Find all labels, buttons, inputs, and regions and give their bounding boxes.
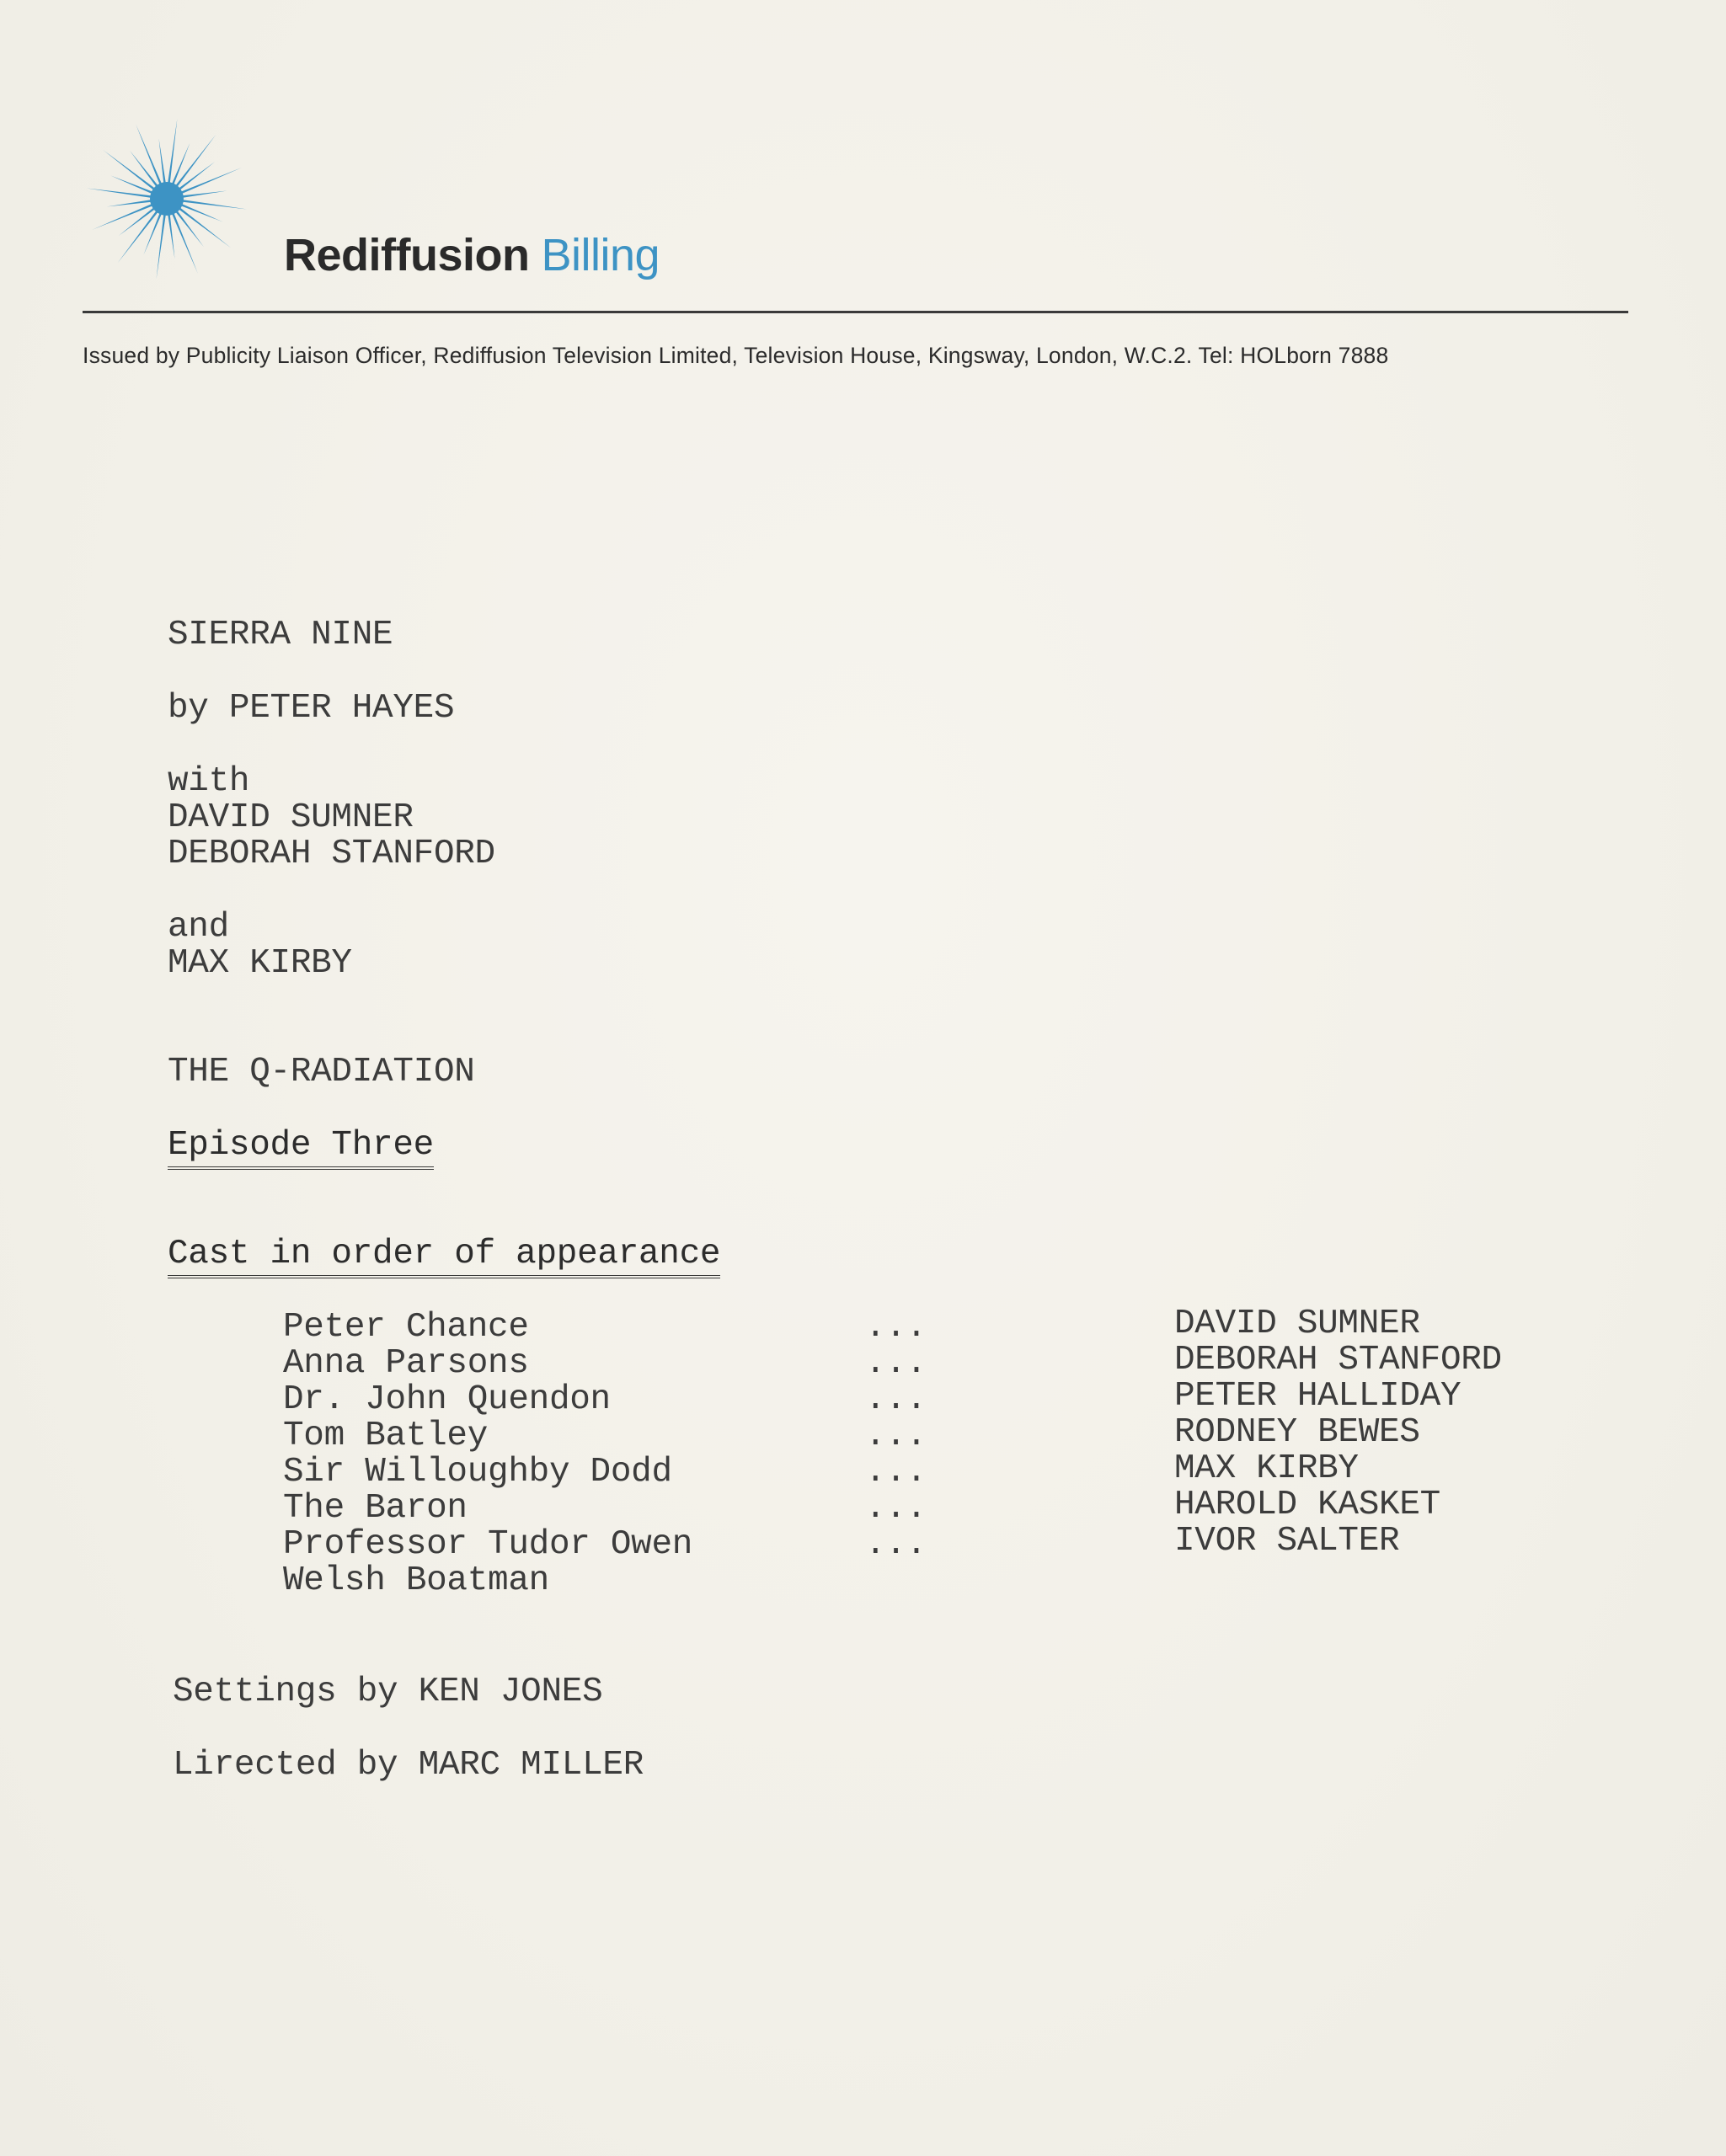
- cast-separator: ...: [865, 1417, 927, 1455]
- cast-separator: ...: [865, 1489, 927, 1528]
- cast-actor: DAVID SUMNER: [1174, 1305, 1420, 1343]
- director-credit: Lirected by MARC MILLER: [173, 1746, 644, 1785]
- cast-actor: MAX KIRBY: [1174, 1449, 1359, 1488]
- cast-actor: DEBORAH STANFORD: [1174, 1341, 1502, 1380]
- cast-actor: PETER HALLIDAY: [1174, 1377, 1461, 1416]
- cast-heading: [168, 1236, 720, 1273]
- and-label: and: [168, 908, 229, 947]
- cast-separator: ...: [865, 1308, 927, 1347]
- starburst-icon: [83, 115, 251, 283]
- cast-actor: RODNEY BEWES: [1174, 1413, 1420, 1452]
- cast-role: Professor Tudor Owen: [283, 1525, 693, 1564]
- cast-role: Dr. John Quendon: [283, 1380, 611, 1419]
- brand-subtitle: Billing: [541, 230, 660, 280]
- episode-title-text: Episode Three: [168, 1126, 434, 1170]
- cast-role: Tom Batley: [283, 1417, 489, 1455]
- brand-name: Rediffusion: [284, 230, 530, 280]
- header-divider: [83, 311, 1628, 313]
- cast-role: Sir Willoughby Dodd: [283, 1453, 672, 1492]
- cast-role: Peter Chance: [283, 1308, 529, 1347]
- cast-actor: IVOR SALTER: [1174, 1522, 1400, 1561]
- settings-credit: Settings by KEN JONES: [173, 1673, 603, 1711]
- series-title: SIERRA NINE: [168, 616, 393, 654]
- cast-separator: ...: [865, 1453, 927, 1492]
- episode-title: [168, 1128, 434, 1164]
- cast-separator: ...: [865, 1380, 927, 1419]
- author-line: by PETER HAYES: [168, 689, 455, 728]
- brand-title: [284, 226, 660, 285]
- cast-separator: ...: [865, 1344, 927, 1383]
- with-label: with: [168, 762, 250, 801]
- cast-separator: ...: [865, 1525, 927, 1564]
- cast-role: Anna Parsons: [283, 1344, 529, 1383]
- cast-role: The Baron: [283, 1489, 468, 1528]
- cast-actor: HAROLD KASKET: [1174, 1486, 1440, 1524]
- cast-role: Welsh Boatman: [283, 1561, 549, 1600]
- issued-by-line: Issued by Publicity Liaison Officer, Rediffusion Television Limited, Television House, Kingsway, London, W.C.2. Tel: HOLborn 7888: [83, 343, 1389, 368]
- cast-heading-text: Cast in order of appearance: [168, 1235, 720, 1278]
- with-name-1: DAVID SUMNER: [168, 798, 414, 837]
- with-name-2: DEBORAH STANFORD: [168, 835, 495, 873]
- and-name: MAX KIRBY: [168, 944, 352, 983]
- story-title: THE Q-RADIATION: [168, 1053, 475, 1091]
